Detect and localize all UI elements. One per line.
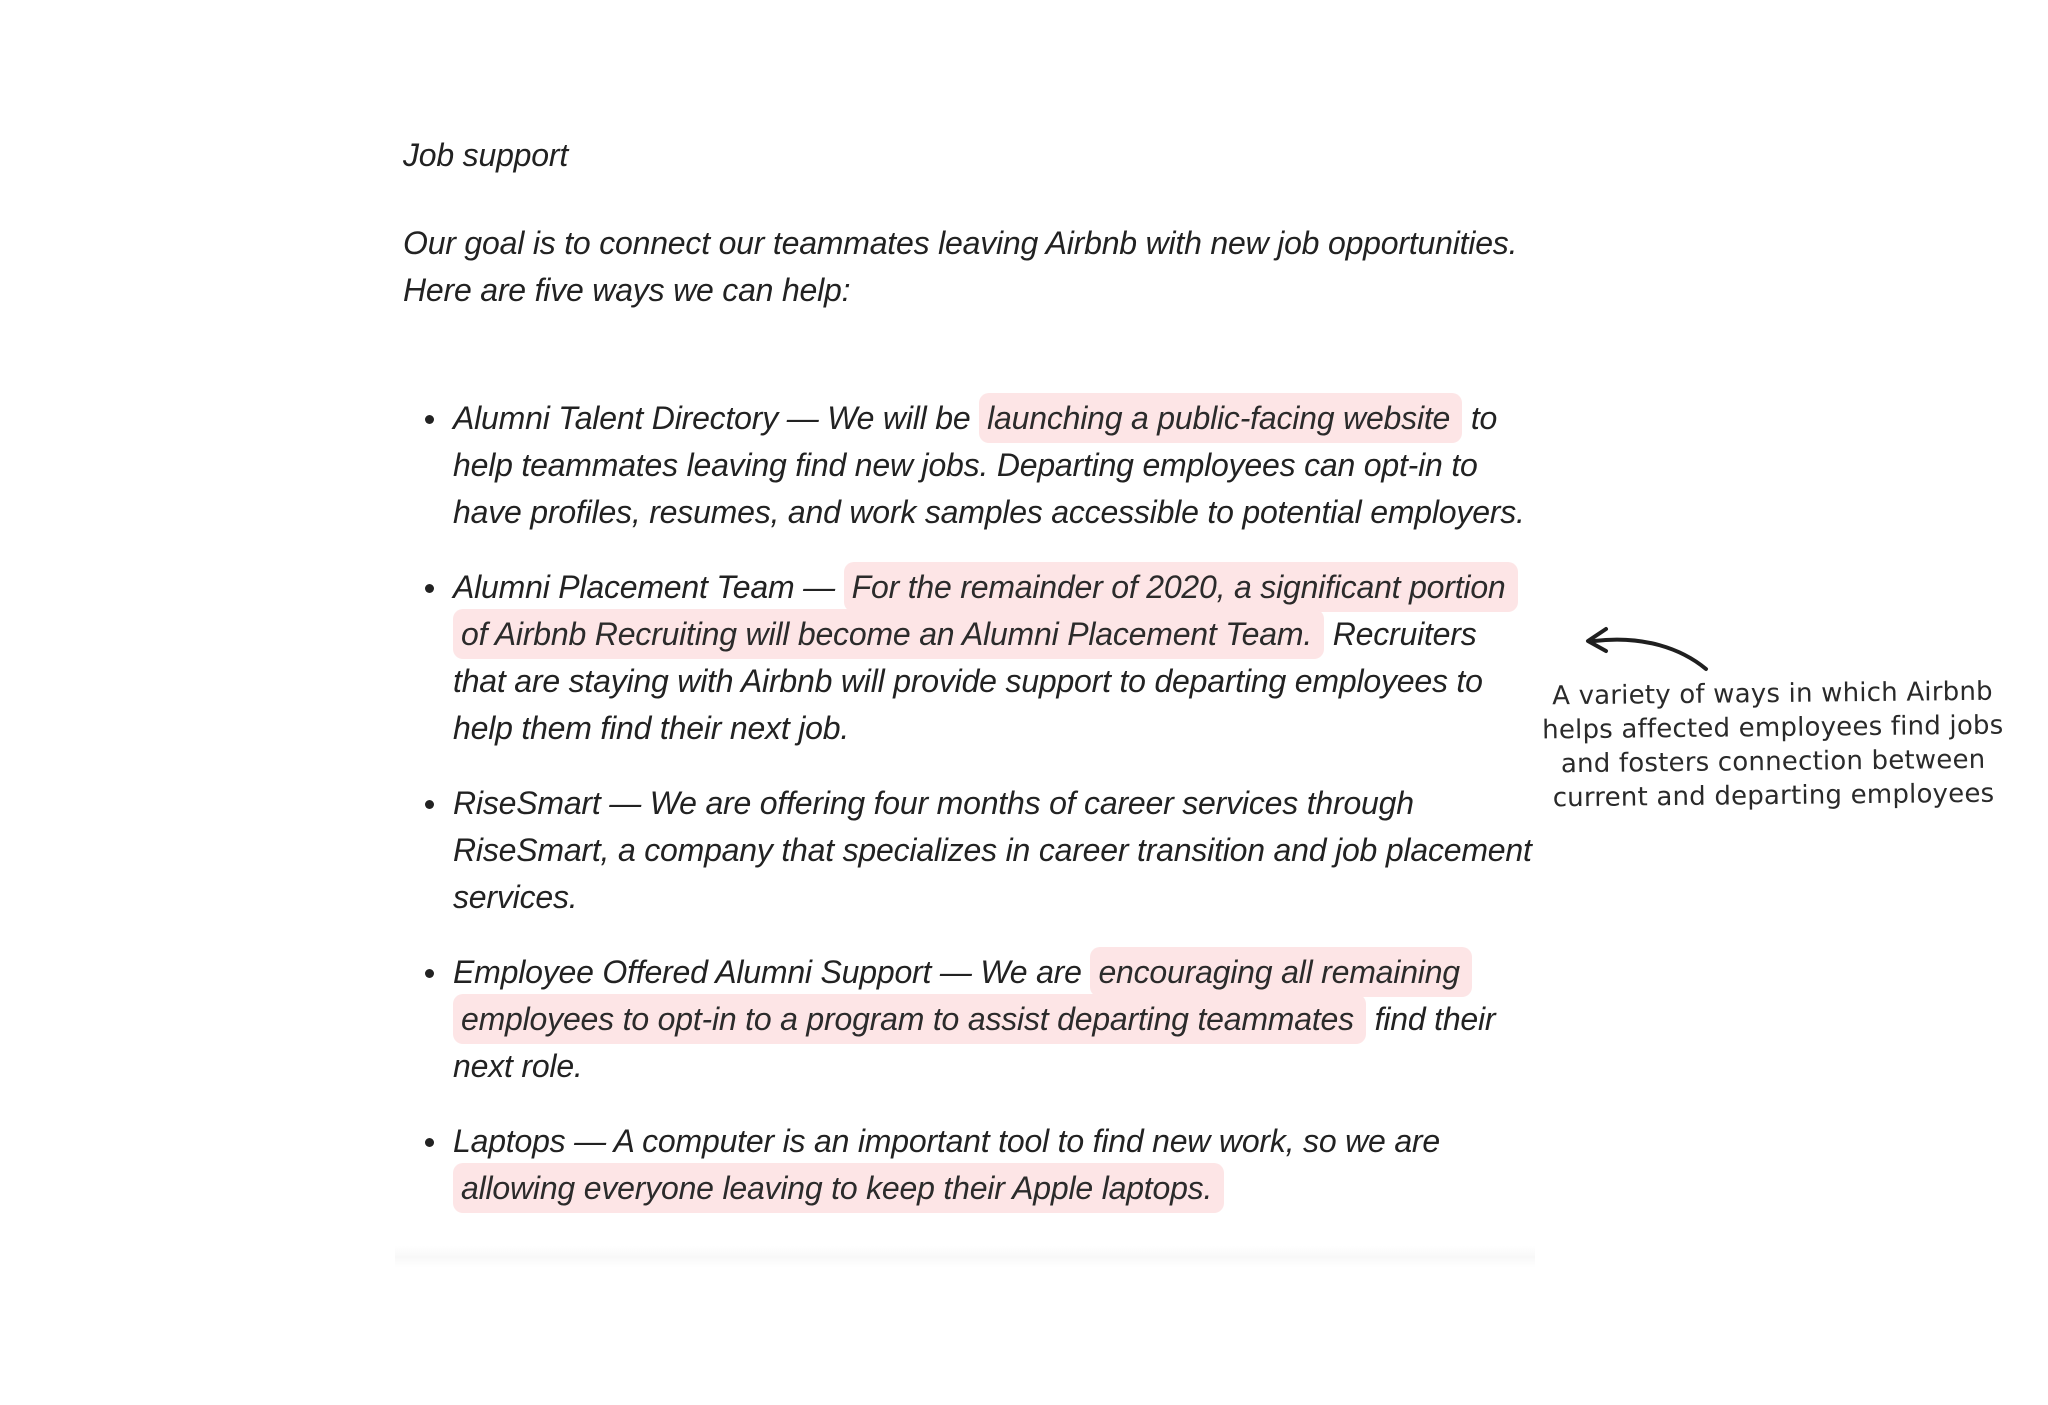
list-item xyxy=(403,949,1533,1090)
item-text: Employee Offered Alumni Support — We are xyxy=(453,954,1091,990)
highlighted-text: encouraging all remaining employees to opt-in to a program to assist departing teammates xyxy=(453,947,1472,1044)
list-item xyxy=(403,780,1533,921)
bullet-icon xyxy=(425,800,434,809)
content-bottom-fade xyxy=(395,1246,1535,1268)
item-text: Alumni Placement Team — xyxy=(453,569,844,605)
bullet-icon xyxy=(425,415,434,424)
bullet-icon xyxy=(425,969,434,978)
item-text: find their next role. xyxy=(453,1001,1496,1084)
item-text: Recruiters that are staying with Airbnb will provide support to departing employees to help them find their next job. xyxy=(453,616,1483,746)
list-item xyxy=(403,564,1533,752)
section-heading: Job support xyxy=(403,137,569,173)
bullet-icon xyxy=(425,584,434,593)
item-text: RiseSmart — We are offering four months of career services through RiseSmart, a company that specializes in career transition and job placement services. xyxy=(453,785,1532,915)
curved-arrow-left-icon xyxy=(1582,625,1712,675)
item-text: Alumni Talent Directory — We will be xyxy=(453,400,980,436)
margin-annotation: A variety of ways in which Airbnb helps affected employees find jobs and fosters connection between current and departing employees xyxy=(1542,676,2004,814)
document-body xyxy=(403,132,1533,1240)
item-text: Laptops — A computer is an important tool to find new work, so we are xyxy=(453,1123,1440,1159)
list-item xyxy=(403,1118,1533,1212)
list-item xyxy=(403,395,1533,536)
support-list xyxy=(403,395,1533,1212)
bullet-icon xyxy=(425,1138,434,1147)
highlighted-text: For the remainder of 2020, a significant portion of Airbnb Recruiting will become an Alumni Placement Team. xyxy=(453,562,1518,659)
highlighted-text: launching a public-facing website xyxy=(979,393,1462,443)
highlighted-text: allowing everyone leaving to keep their Apple laptops. xyxy=(453,1163,1224,1213)
intro-paragraph: Our goal is to connect our teammates leaving Airbnb with new job opportunities. Here are five ways we can help: xyxy=(403,225,1518,308)
item-text: to help teammates leaving find new jobs. Departing employees can opt-in to have profiles, resumes, and work samples accessible to potential employers. xyxy=(453,400,1525,530)
